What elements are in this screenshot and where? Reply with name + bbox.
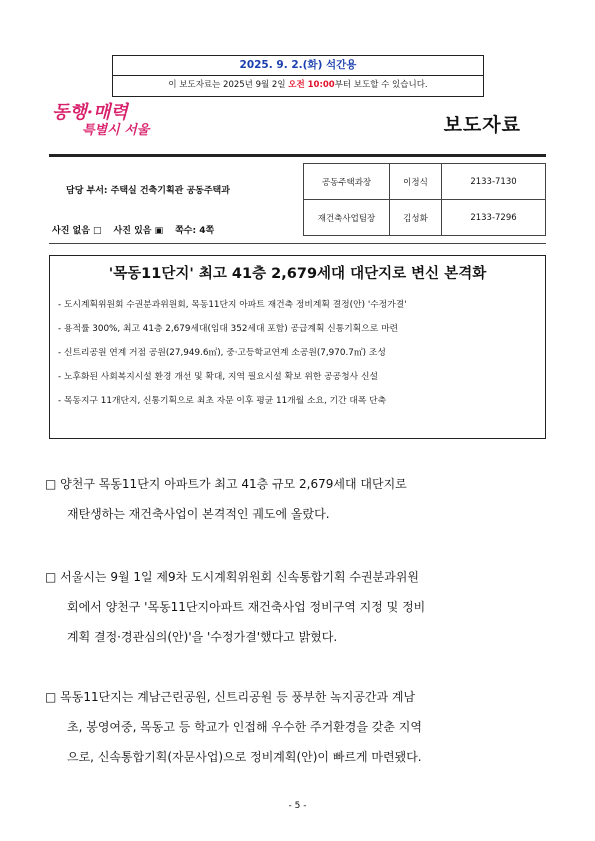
contact-table	[303, 163, 546, 236]
contact-phone: 2133-7130	[442, 164, 546, 200]
contact-role: 공동주택과장	[304, 164, 390, 200]
seoul-logo	[52, 103, 162, 153]
paragraph-line: □ 서울시는 9월 1일 제9차 도시계획위원회 신속통합기획 수권분과위원	[45, 570, 419, 584]
contact-name: 이정식	[390, 164, 442, 200]
headline: '목동11단지' 최고 41층 2,679세대 대단지로 변신 본격화	[108, 266, 487, 282]
embargo-note	[113, 76, 483, 96]
header-divider	[49, 154, 546, 157]
summary-item: - 도시계획위원회 수권분과위원회, 목동11단지 아파트 재건축 정비계획 결정(안) '수정가결'	[58, 300, 407, 310]
paragraph-line: 계획 결정·경관심의(안)'을 '수정가결'했다고 밝혔다.	[67, 630, 338, 644]
logo-text-line1: 동행·매력	[52, 102, 128, 123]
summary-item: - 노후화된 사회복지시설 환경 개선 및 확대, 지역 필요시설 확보 위한 공공청사 신설	[58, 372, 378, 382]
contact-phone: 2133-7296	[442, 200, 546, 236]
summary-item: - 신트리공원 연계 거점 공원(27,949.6㎡), 중·고등학교연계 소공원(7,970.7㎡) 조성	[58, 348, 386, 358]
photo-info	[52, 223, 214, 236]
department: 담당 부서: 주택실 건축기획관 공동주택과	[66, 186, 230, 196]
embargo-note-pre: 이 보도자료는 2025년 9월 2일	[168, 80, 289, 90]
embargo-time: 오전 10:00	[288, 80, 335, 90]
paragraph-line: 초, 봉영여중, 목동고 등 학교가 인접해 우수한 주거환경을 갖춘 지역	[67, 720, 422, 734]
photo-none-checkbox: 사진 없음 □	[52, 226, 102, 236]
logo-text-line2: 특별시 서울	[82, 123, 150, 138]
paragraph-line: 으로, 신속통합기획(자문사업)으로 정비계획(안)이 빠르게 마련됐다.	[67, 750, 422, 764]
page-count: 쪽수: 4쪽	[175, 226, 215, 236]
meta-divider	[49, 243, 546, 244]
summary-list	[58, 293, 537, 413]
paragraph-line: □ 목동11단지는 계남근린공원, 신트리공원 등 풍부한 녹지공간과 계남	[45, 690, 416, 704]
paragraph-line: 재탄생하는 재건축사업이 본격적인 궤도에 올랐다.	[67, 507, 330, 521]
contact-row	[304, 200, 546, 236]
release-date: 2025. 9. 2.(화) 석간용	[113, 56, 483, 76]
summary-item: - 목동지구 11개단지, 신통기획으로 최초 자문 이후 평균 11개월 소요, 기간 대폭 단축	[58, 396, 387, 406]
summary-box	[49, 255, 546, 439]
body-paragraph	[45, 562, 555, 652]
embargo-box	[112, 55, 484, 97]
photo-yes-checkbox: 사진 있음 ▣	[113, 226, 164, 236]
doc-type-title: 보도자료	[443, 114, 521, 136]
contact-role: 재건축사업팀장	[304, 200, 390, 236]
paragraph-line: 회에서 양천구 '목동11단지아파트 재건축사업 정비구역 지정 및 정비	[67, 600, 426, 614]
body-paragraph	[45, 682, 555, 772]
summary-item: - 용적률 300%, 최고 41층 2,679세대(임대 352세대 포함) 공급계획 신통기획으로 마련	[58, 324, 399, 334]
page-number: - 5 -	[288, 801, 307, 811]
contact-name: 김성화	[390, 200, 442, 236]
paragraph-line: □ 양천구 목동11단지 아파트가 최고 41층 규모 2,679세대 대단지로	[45, 477, 407, 491]
body-paragraph	[45, 469, 555, 529]
contact-row	[304, 164, 546, 200]
embargo-note-post: 부터 보도할 수 있습니다.	[334, 80, 428, 90]
